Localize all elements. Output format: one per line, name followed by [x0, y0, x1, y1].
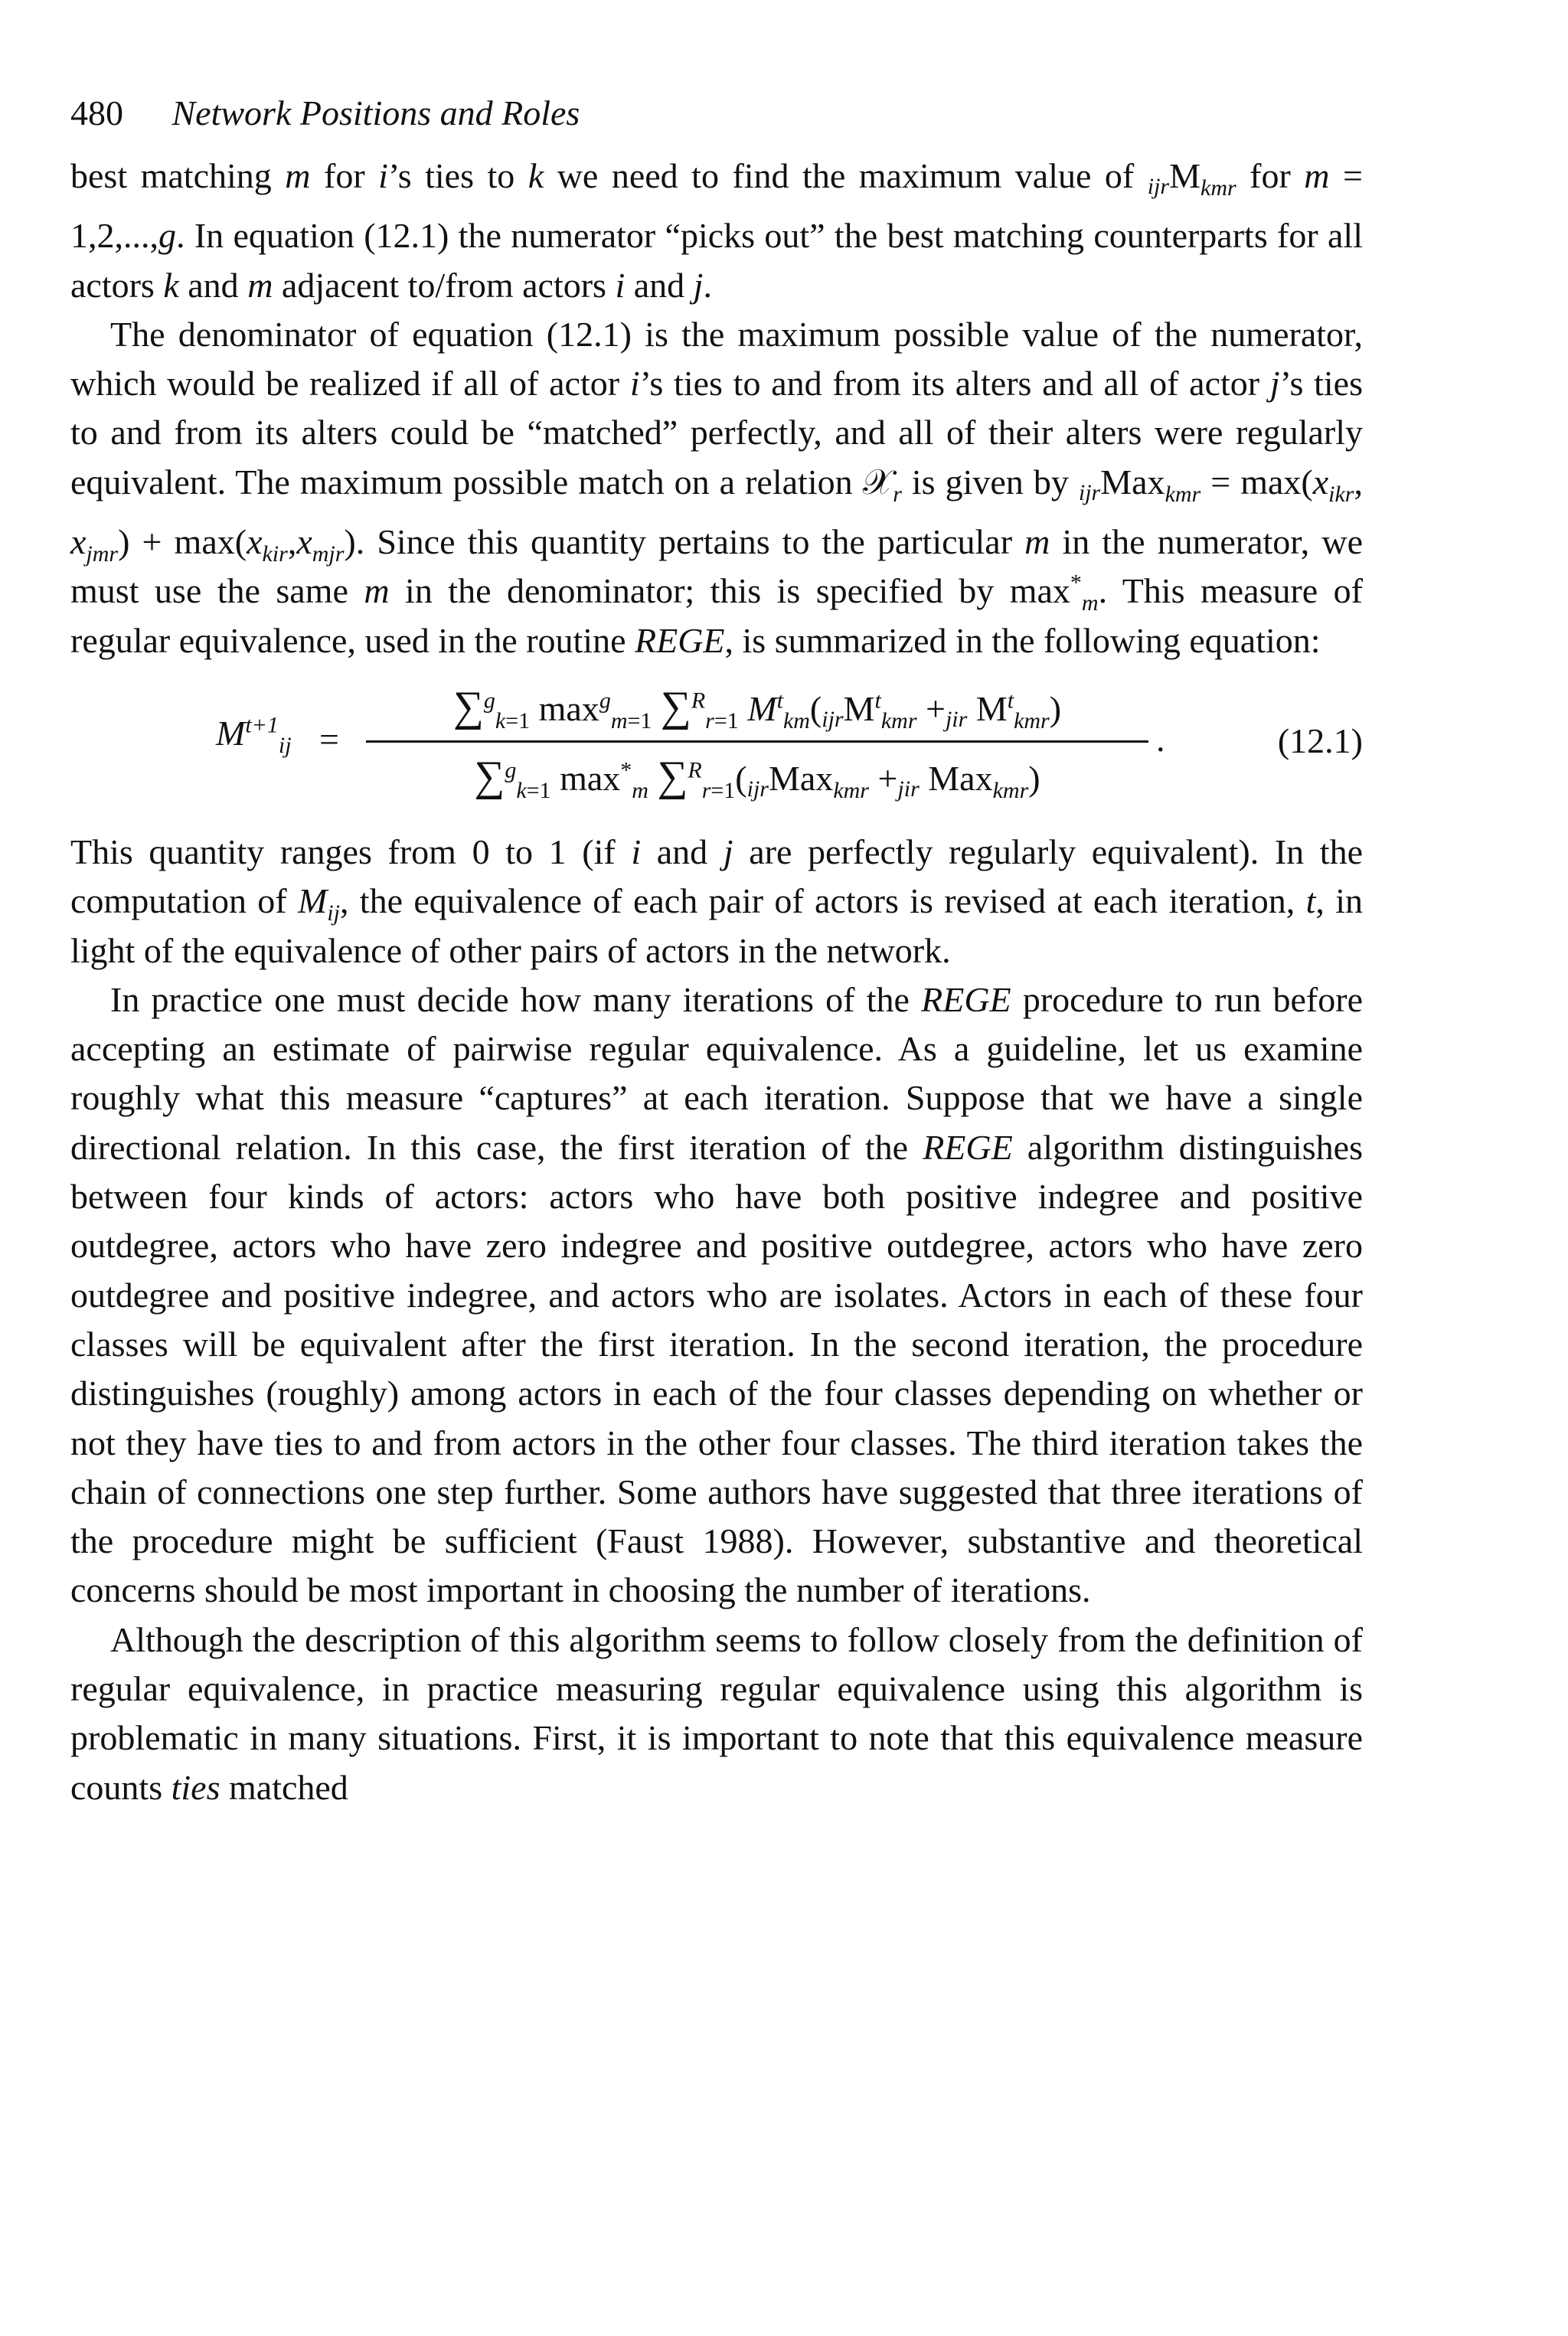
- equation-12-1: [70, 673, 1363, 826]
- equation-lhs: $M^{t+1}_{ij}$: [216, 712, 292, 759]
- paragraph-4: In practice one must decide how many iterations of the REGE procedure to run before accepting an estimate of pairwise regular equivalence. As a guideline, let us examine roughly what this measure “captures” at each iteration. Suppose that we have a single directional relation. In this case, the first iteration of the REGE algorithm distinguishes between four kinds of actors: actors who have both positive indegree and positive outdegree, actors who have zero indegree and positive outdegree, actors who have zero outdegree and positive indegree, and actors who are isolates. Actors in each of these four classes will be equivalent after the first iteration. In the second iteration, the procedure distinguishes (roughly) among actors in each of the four classes depending on whether or not they have ties to and from actors in the other four classes. The third iteration takes the chain of connections one step further. Some authors have suggested that three iterations of the procedure might be sufficient (Faust 1988). However, substantive and theoretical concerns should be most important in choosing the number of iterations.: [70, 979, 1363, 1610]
- equation-period: .: [1156, 719, 1165, 759]
- book-page: [70, 90, 1363, 1812]
- running-head: [70, 90, 1363, 136]
- fraction: [363, 673, 1152, 810]
- denominator: ∑$^g_{k=1}$ $\max^*_m$ ∑$^R_{r=1}$(ijrMax$_{kmr}$ +jir Max$_{kmr}$): [474, 752, 1040, 804]
- paragraph-1: best matching m for i’s ties to k we need to find the maximum value of ijrM$_{kmr}$ for m = 1,2,...,g. In equation (12.1) the numerator “picks out” the best matching counterparts for all actors k and m adjacent to/from actors i and j.: [70, 156, 1363, 305]
- equation-label: (12.1): [1277, 720, 1363, 760]
- equals-sign: =: [319, 719, 339, 759]
- paragraph-5: Although the description of this algorithm seems to follow closely from the definition of regular equivalence, in practice measuring regular equivalence using this algorithm is problematic in many situations. First, it is important to note that this equivalence measure counts ties matched: [70, 1619, 1363, 1807]
- running-title: Network Positions and Roles: [172, 93, 580, 132]
- body-text: [70, 152, 1363, 1812]
- numerator: ∑$^g_{k=1}$ $\max^g_{m=1} \sum^R_{r=1}$ $M^t_{km}(ijrM^t_{kmr} +jir$ $M^t_{kmr}$): [452, 682, 1062, 734]
- page-number: 480: [70, 93, 123, 132]
- paragraph-2: The denominator of equation (12.1) is the maximum possible value of the numerator, which would be realized if all of actor i’s ties to and from its alters and all of actor j’s ties to and from its alters could be “matched” perfectly, and all of their alters were regularly equivalent. The maximum possible match on a relation 𝒳$_r$ is given by ijrMax$_{kmr}$ = $\max(x_{ikr}$, $x_{jmr}) + \max(x_{kir},x_{mjr})$. Since this quantity pertains to the particular m in the numerator, we must use the same m in the denominator; this is specified by $\max^*_m$. This measure of regular equivalence, used in the routine REGE, is summarized in the following equation:: [70, 314, 1364, 660]
- paragraph-3: This quantity ranges from 0 to 1 (if i and j are perfectly regularly equivalent). In the computation of $M_{ij}$, the equivalence of each pair of actors is revised at each iteration, t, in light of the equivalence of other pairs of actors in the network.: [70, 831, 1364, 970]
